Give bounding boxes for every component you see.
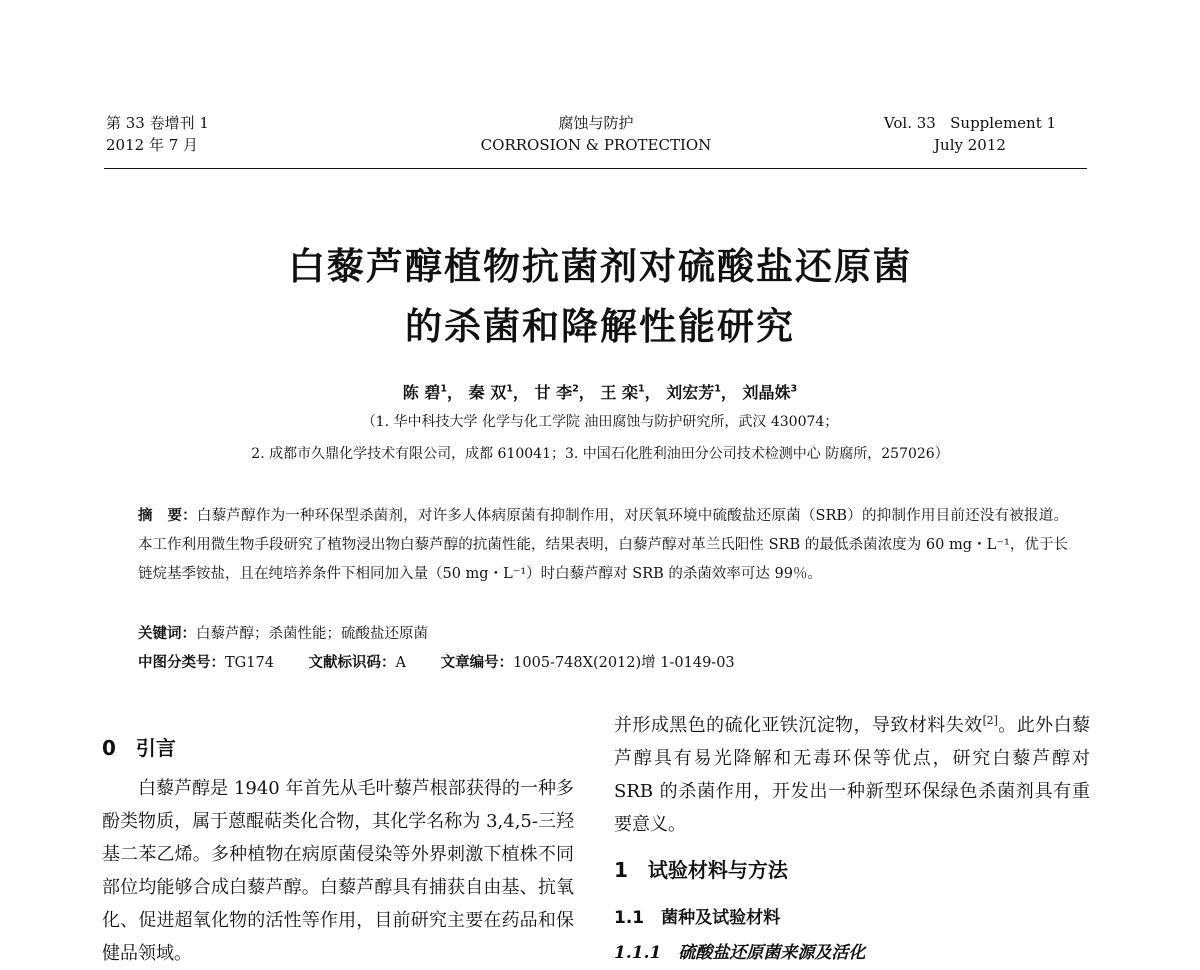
author-separator: ， <box>578 383 595 402</box>
citation-mark: [2] <box>982 714 998 727</box>
journal-name <box>400 112 792 156</box>
classification-line <box>138 651 735 672</box>
article-number-value: 1005-748X(2012)增 1-0149-03 <box>513 655 735 671</box>
author-affil-mark: 3 <box>790 383 798 395</box>
journal-volume-en <box>850 112 1090 156</box>
journal-volume <box>106 112 209 156</box>
author-affil-mark: 1 <box>440 383 448 395</box>
author-list <box>100 380 1100 403</box>
intro-column <box>102 772 574 970</box>
subsubsection-heading: 1.1.1 硫酸盐还原菌来源及活化 <box>614 943 866 963</box>
right-paragraph-text: 并形成黑色的硫化亚铁沉淀物，导致材料失效 <box>614 715 983 736</box>
publication-date-en: July 2012 <box>934 136 1006 154</box>
clc-value: TG174 <box>225 655 274 671</box>
abstract <box>138 502 1068 589</box>
author-name: 刘宏芳 <box>666 383 715 402</box>
doc-code-label: 文献标识码： <box>308 655 396 671</box>
author-separator: ， <box>512 383 529 402</box>
author-affil-mark: 2 <box>572 383 579 395</box>
right-paragraph <box>614 704 1090 841</box>
paper-title-line1: 白藜芦醇植物抗菌剂对硫酸盐还原菌 <box>288 245 912 288</box>
author-affil-mark: 1 <box>714 383 721 395</box>
right-paragraph-end: 。此外白藜芦醇具有易光降解和无毒环保等优点，研究白藜芦醇对 SRB 的杀菌作用，开发出一种新型环保绿色杀菌剂具有重要意义。 <box>614 715 1090 835</box>
volume-issue: 第 33 卷增刊 1 <box>106 114 209 132</box>
publication-date: 2012 年 7 月 <box>106 136 199 154</box>
author-name: 刘晶姝 <box>742 383 791 402</box>
author-name: 甘 李 <box>534 383 573 402</box>
author-affil-mark: 1 <box>506 383 513 395</box>
author-name: 陈 碧 <box>402 383 441 402</box>
header-rule <box>104 168 1087 169</box>
author-separator: ， <box>720 383 737 402</box>
article-number-label: 文章编号： <box>440 655 514 671</box>
paper-title-line2: 的杀菌和降解性能研究 <box>405 305 795 348</box>
journal-name-en: CORROSION & PROTECTION <box>480 136 712 154</box>
section-heading-intro: 0 引言 <box>102 736 176 760</box>
keywords-label: 关键词： <box>138 626 196 642</box>
subsection-heading: 1.1 菌种及试验材料 <box>614 908 781 928</box>
section-heading-materials: 1 试验材料与方法 <box>614 858 788 882</box>
volume-issue-en: Vol. 33 Supplement 1 <box>883 114 1057 132</box>
keywords <box>138 622 428 643</box>
clc-label: 中图分类号： <box>138 655 225 671</box>
abstract-text: 白藜芦醇作为一种环保型杀菌剂，对许多人体病原菌有抑制作用，对厌氧环境中硫酸盐还原菌（SRB）的抑制作用目前还没有被报道。本工作利用微生物手段研究了植物浸出物白藜芦醇的抗菌性能，结果表明，白藜芦醇对革兰氏阳性 SRB 的最低杀菌浓度为 60 mg・L⁻¹，优于长链烷基季铵盐，且在纯培养条件下相同加入量（50 mg・L⁻¹）时白藜芦醇对 SRB 的杀菌效率可达 99％。 <box>138 508 1068 582</box>
doc-code-value: A <box>395 655 407 671</box>
author-affil-mark: 1 <box>637 383 645 395</box>
author-separator: ， <box>447 383 464 402</box>
author-name: 秦 双 <box>468 383 507 402</box>
keywords-text: 白藜芦醇；杀菌性能；硫酸盐还原菌 <box>196 626 428 642</box>
journal-name-cn: 腐蚀与防护 <box>558 114 634 132</box>
author-name: 王 栾 <box>600 383 638 402</box>
affiliation-line1: （1. 华中科技大学 化学与化工学院 油田腐蚀与防护研究所，武汉 430074； <box>361 414 839 430</box>
abstract-label: 摘 要： <box>138 508 197 524</box>
affiliation-line2: 2. 成都市久鼎化学技术有限公司，成都 610041；3. 中国石化胜利油田分公司技术检测中心 防腐所，257026） <box>251 446 949 462</box>
intro-paragraph: 白藜芦醇是 1940 年首先从毛叶藜芦根部获得的一种多酚类物质，属于蒽醌萜类化合物，其化学名称为 3,4,5-三羟基二苯乙烯。多种植物在病原菌侵染等外界刺激下植株不同部位均能够合成白藜芦醇。白藜芦醇具有捕获自由基、抗氧化、促进超氧化物的活性等作用，目前研究主要在药品和保健品领域。 <box>102 778 574 964</box>
author-separator: ， <box>644 383 661 402</box>
right-column <box>614 704 1090 841</box>
